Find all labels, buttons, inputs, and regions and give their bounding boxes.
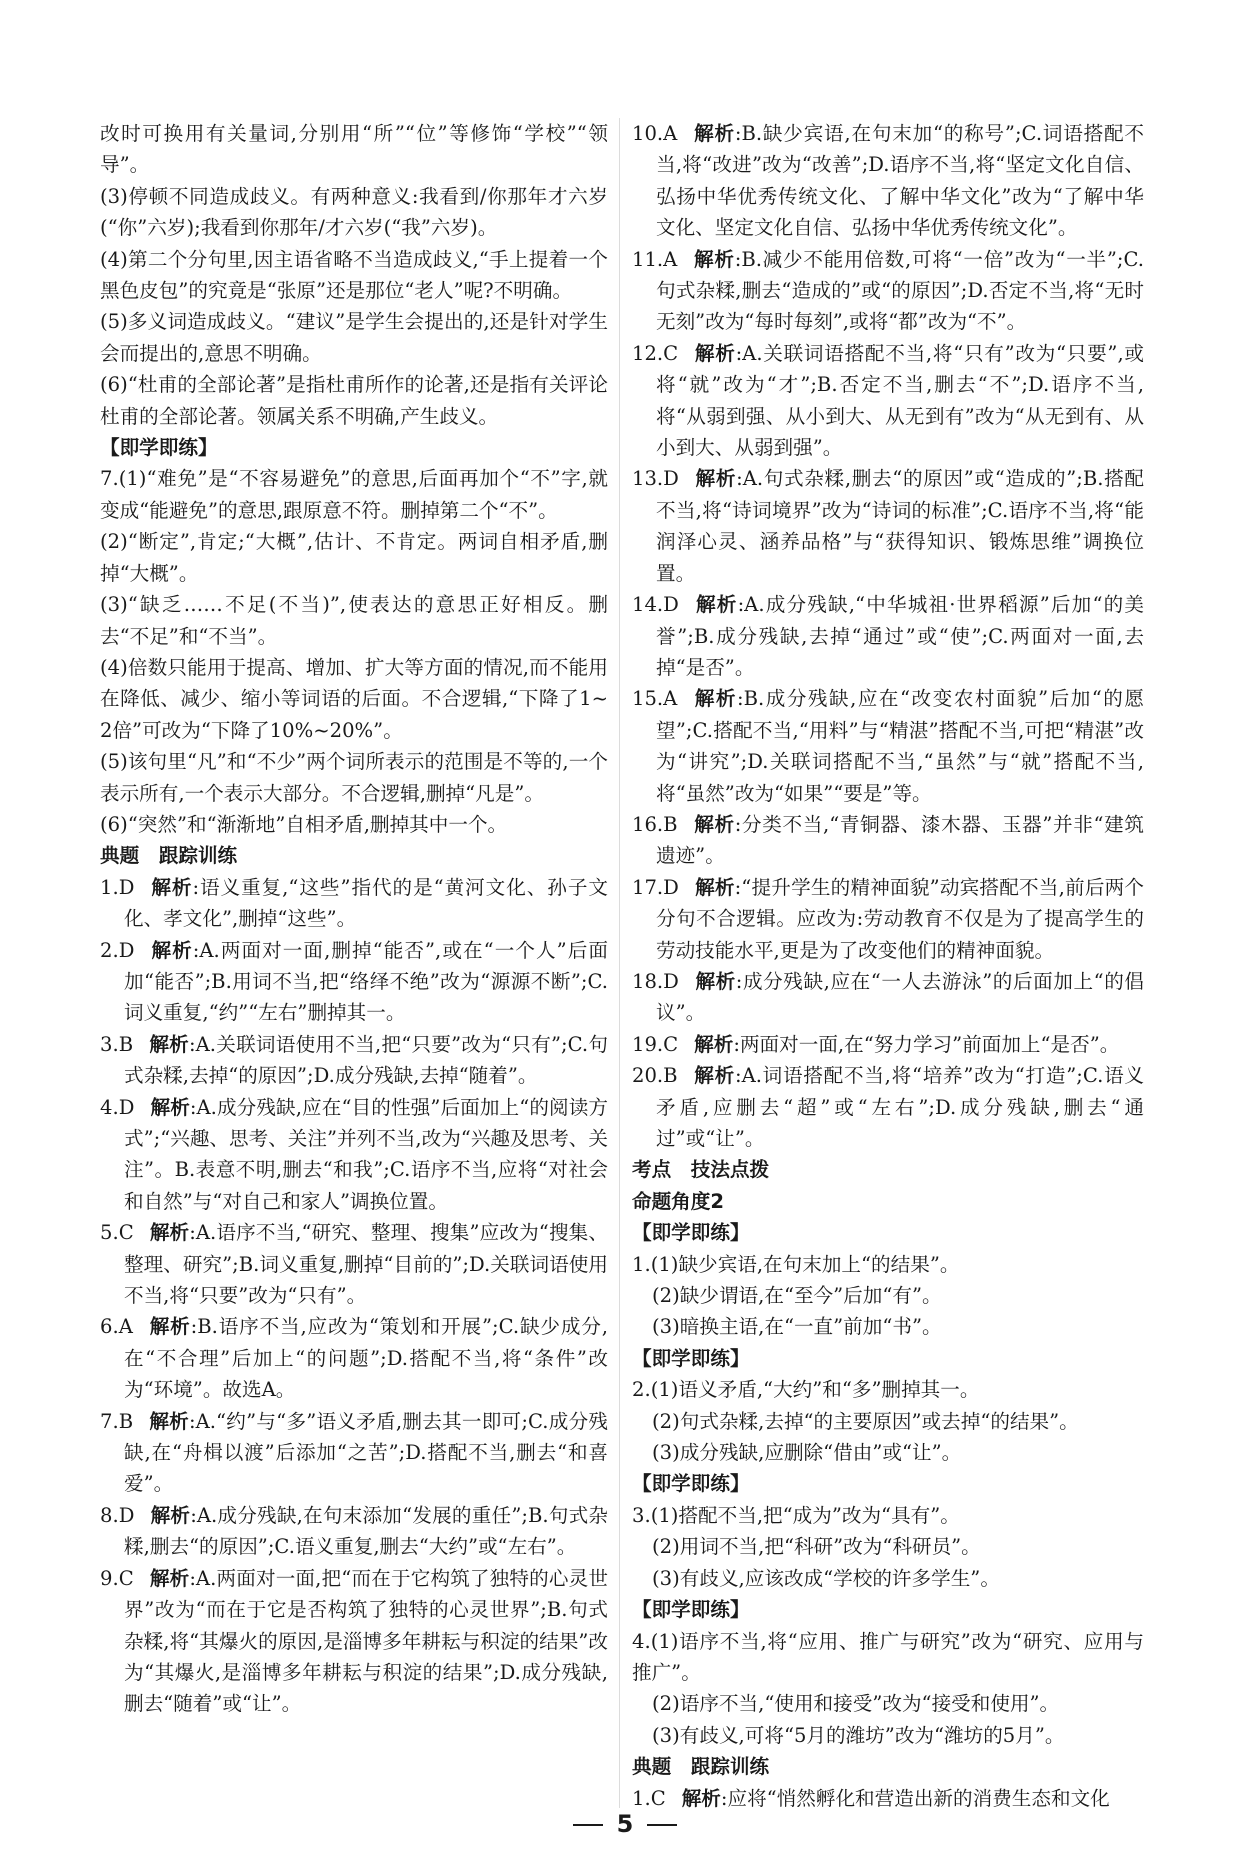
answer-number: 5.C [100, 1221, 134, 1245]
analysis-label: 解析 [693, 1064, 735, 1088]
answer-number: 10.A [632, 122, 678, 145]
answer-item [632, 683, 1144, 809]
sub-answer: (2)语序不当,“使用和接受”改为“接受和使用”。 [652, 1692, 1060, 1716]
section-heading: 【即学即练】 [632, 1472, 750, 1496]
analysis-label: 解析 [694, 1032, 734, 1056]
answer-item [100, 872, 608, 935]
answer-item [632, 118, 1144, 244]
analysis-text: :B.减少不能用倍数,可将“一倍”改为“一半”;C.句式杂糅,删去“造成的”或“的原因”;D.否定不当,将“无时无刻”改为“每时每刻”,或将“都”改为“不”。 [656, 247, 1145, 334]
analysis-text: :成分残缺,应在“一人去游泳”的后面加上“的倡议”。 [656, 969, 1145, 1025]
analysis-text: :A.句式杂糅,删去“的原因”或“造成的”;B.搭配不当,将“诗词境界”改为“诗词的标准”;C.语序不当,将“能润泽心灵、涵养品格”与“获得知识、锻炼思维”调换位置。 [656, 467, 1144, 585]
answer-item [100, 1500, 608, 1563]
answer-number: 17.D [632, 875, 679, 899]
answer-number: 8.D [100, 1503, 135, 1527]
answer-item [100, 1311, 608, 1405]
paragraph: (3)“缺乏……不足(不当)”,使表达的意思正好相反。删去“不足”和“不当”。 [100, 593, 608, 648]
paragraph: 改时可换用有关量词,分别用“所”“位”等修饰“学校”“领导”。 [100, 122, 608, 177]
answer-number: 6.A [100, 1315, 133, 1339]
answer-item [632, 809, 1144, 872]
answer-item [100, 1563, 608, 1720]
analysis-label: 解析 [693, 247, 735, 271]
analysis-label: 解析 [694, 969, 736, 993]
analysis-label: 解析 [150, 938, 193, 962]
answer-item [632, 338, 1144, 464]
answer-number: 12.C [632, 341, 679, 365]
analysis-label: 解析 [693, 122, 735, 145]
sub-answer: (2)缺少谓语,在“至今”后加“有”。 [652, 1284, 942, 1308]
section-heading: 【即学即练】 [632, 1346, 750, 1370]
analysis-text: :A.成分残缺,在句末添加“发展的重任”;B.句式杂糅,删去“的原因”;C.语义重复,删去“大约”或“左右”。 [124, 1503, 608, 1559]
page-number: 5 [616, 1810, 634, 1838]
section-heading: 【即学即练】 [632, 1598, 750, 1622]
answer-item [632, 589, 1144, 683]
analysis-text: :A.两面对一面,把“而在于它构筑了独特的心灵世界”改为“而在于它是否构筑了独特的心灵世界”;B.句式杂糅,将“其爆火的原因,是淄博多年耕耘与积淀的结果”改为“其爆火,是淄博多年耕耘与积淀的结果”;D.成分残缺,删去“随着”或“让”。 [124, 1566, 608, 1716]
answer-number: 9.C [100, 1566, 134, 1590]
analysis-label: 解析 [150, 1095, 190, 1119]
section-heading: 【即学即练】 [632, 1221, 750, 1245]
analysis-text: :B.语序不当,应改为“策划和开展”;C.缺少成分,在“不合理”后加上“的问题”;D.搭配不当,将“条件”改为“环境”。故选A。 [124, 1315, 609, 1402]
answer-number: 3.B [100, 1032, 134, 1056]
answer-number: 1.C [632, 1786, 666, 1810]
paragraph: (6)“杜甫的全部论著”是指杜甫所作的论著,还是指有关评论杜甫的全部论著。领属关系不明确,产生歧义。 [100, 373, 608, 428]
left-column [100, 118, 608, 1720]
answer-item [100, 1406, 608, 1500]
answer-number: 20.B [632, 1064, 678, 1088]
answer-item [100, 935, 608, 1029]
analysis-text: :A.成分残缺,应在“目的性强”后面加上“的阅读方式”;“兴趣、思考、关注”并列不当,改为“兴趣及思考、关注”。B.表意不明,删去“和我”;C.语序不当,应将“对社会和自然”与“对自己和家人”调换位置。 [124, 1095, 608, 1213]
footer-dash-left [573, 1824, 603, 1826]
analysis-text: :B.缺少宾语,在句末加“的称号”;C.词语搭配不当,将“改进”改为“改善”;D.语序不当,将“坚定文化自信、弘扬中华优秀传统文化、了解中华文化”改为“了解中华文化、坚定文化自信、弘扬中华优秀传统文化”。 [656, 122, 1144, 240]
answer-item [100, 1217, 608, 1311]
sub-answer: (2)用词不当,把“科研”改为“科研员”。 [652, 1535, 981, 1559]
answer-item [100, 1029, 608, 1092]
analysis-label: 解析 [149, 1032, 190, 1056]
paragraph: 2.(1)语义矛盾,“大约”和“多”删掉其一。 [632, 1378, 980, 1402]
page-footer [0, 1810, 1250, 1838]
answer-number: 18.D [632, 969, 679, 993]
paragraph: 4.(1)语序不当,将“应用、推广与研究”改为“研究、应用与推广”。 [632, 1629, 1144, 1684]
answer-number: 2.D [100, 938, 135, 962]
sub-answer: (3)有歧义,应该改成“学校的许多学生”。 [652, 1566, 1000, 1590]
analysis-text: :应将“悄然孵化和营造出新的消费生态和文化 [720, 1786, 1110, 1810]
answer-item [632, 872, 1144, 966]
paragraph: (5)多义词造成歧义。“建议”是学生会提出的,还是针对学生会而提出的,意思不明确。 [100, 310, 608, 365]
analysis-text: :B.成分残缺,应在“改变农村面貌”后加“的愿望”;C.搭配不当,“用料”与“精湛”搭配不当,可把“精湛”改为“讲究”;D.关联词搭配不当,“虽然”与“就”搭配不当,将“虽然”改为“如果”“要是”等。 [656, 687, 1144, 805]
analysis-text: :“提升学生的精神面貌”动宾搭配不当,前后两个分句不合逻辑。应改为:劳动教育不仅是为了提高学生的劳动技能水平,更是为了改变他们的精神面貌。 [656, 875, 1144, 962]
analysis-text: :A.关联词语使用不当,把“只要”改为“只有”;C.句式杂糅,去掉“的原因”;D.成分残缺,去掉“随着”。 [124, 1032, 608, 1088]
analysis-text: :A.“约”与“多”语义矛盾,删去其一即可;C.成分残缺,在“舟楫以渡”后添加“之苦”;D.搭配不当,删去“和喜爱”。 [124, 1409, 608, 1496]
analysis-label: 解析 [149, 1566, 190, 1590]
answer-item [632, 1060, 1144, 1154]
answer-item [632, 966, 1144, 1029]
analysis-text: :A.成分残缺,“中华城祖·世界稻源”后加“的美誉”;B.成分残缺,去掉“通过”或“使”;C.两面对一面,去掉“是否”。 [656, 593, 1144, 679]
analysis-text: :两面对一面,在“努力学习”前面加上“是否”。 [733, 1032, 1120, 1056]
sub-answer: (2)句式杂糅,去掉“的主要原因”或去掉“的结果”。 [652, 1409, 1079, 1433]
answer-item [100, 1092, 608, 1218]
analysis-label: 解析 [694, 341, 736, 365]
analysis-label: 解析 [150, 1503, 191, 1527]
analysis-label: 解析 [149, 1409, 190, 1433]
analysis-text: :A.语序不当,“研究、整理、搜集”应改为“搜集、整理、研究”;B.词义重复,删掉“目前的”;D.关联词语使用不当,将“只要”改为“只有”。 [124, 1221, 609, 1308]
analysis-text: :A.两面对一面,删掉“能否”,或在“一个人”后面加“能否”;B.用词不当,把“络绎不绝”改为“源源不断”;C.词义重复,“约”“左右”删掉其一。 [124, 938, 609, 1025]
analysis-label: 解析 [148, 1315, 191, 1339]
answer-number: 19.C [632, 1032, 679, 1056]
analysis-label: 解析 [694, 875, 735, 899]
answer-item [632, 1029, 1144, 1060]
footer-dash-right [647, 1824, 677, 1826]
section-heading: 典题 跟踪训练 [100, 844, 238, 868]
analysis-label: 解析 [694, 467, 737, 491]
answer-number: 13.D [632, 467, 679, 491]
answer-number: 16.B [632, 812, 678, 836]
sub-answer: (3)有歧义,可将“5月的潍坊”改为“潍坊的5月”。 [652, 1723, 1065, 1747]
answer-number: 4.D [100, 1095, 135, 1119]
analysis-label: 解析 [150, 875, 193, 899]
paragraph: (2)“断定”,肯定;“大概”,估计、不肯定。两词自相矛盾,删掉“大概”。 [100, 530, 608, 585]
section-heading: 命题角度2 [632, 1189, 725, 1213]
analysis-label: 解析 [693, 812, 735, 836]
analysis-text: :A.关联词语搭配不当,将“只有”改为“只要”,或将“就”改为“才”;B.否定不当,删去“不”;D.语序不当,将“从弱到强、从小到大、从无到有”改为“从无到有、从小到大、从弱到强”。 [656, 341, 1145, 460]
analysis-label: 解析 [149, 1221, 190, 1245]
paragraph: 7.(1)“难免”是“不容易避免”的意思,后面再加个“不”字,就变成“能避免”的意思,跟原意不符。删掉第二个“不”。 [100, 467, 608, 522]
section-heading: 考点 技法点拨 [632, 1158, 770, 1182]
answer-item [632, 244, 1144, 338]
paragraph: 1.(1)缺少宾语,在句末加上“的结果”。 [632, 1252, 960, 1276]
analysis-text: :分类不当,“青铜器、漆木器、玉器”并非“建筑遗迹”。 [656, 812, 1144, 868]
paragraph: (4)第二个分句里,因主语省略不当造成歧义,“手上提着一个黑色皮包”的究竟是“张原”还是那位“老人”呢?不明确。 [100, 247, 608, 303]
answer-number: 7.B [100, 1409, 134, 1433]
paragraph: (4)倍数只能用于提高、增加、扩大等方面的情况,而不能用在降低、减少、缩小等词语的后面。不合逻辑,“下降了1~2倍”可改为“下降了10%~20%”。 [100, 655, 608, 742]
analysis-label: 解析 [694, 593, 738, 617]
section-heading: 【即学即练】 [100, 436, 218, 460]
sub-answer: (3)成分残缺,应删除“借由”或“让”。 [652, 1441, 962, 1465]
analysis-label: 解析 [693, 687, 737, 711]
column-divider [619, 118, 620, 1808]
right-column [632, 118, 1144, 1814]
analysis-text: :语义重复,“这些”指代的是“黄河文化、孙子文化、孝文化”,删掉“这些”。 [124, 875, 608, 931]
answer-number: 11.A [632, 247, 678, 271]
paragraph: (5)该句里“凡”和“不少”两个词所表示的范围是不等的,一个表示所有,一个表示大部分。不合逻辑,删掉“凡是”。 [100, 750, 608, 805]
section-heading: 典题 跟踪训练 [632, 1755, 770, 1779]
sub-answer: (3)暗换主语,在“一直”前加“书”。 [652, 1315, 942, 1339]
answer-number: 1.D [100, 875, 135, 899]
answer-item [632, 463, 1144, 589]
paragraph: (6)“突然”和“渐渐地”自相矛盾,删掉其中一个。 [100, 812, 508, 836]
paragraph: (3)停顿不同造成歧义。有两种意义:我看到/你那年才六岁(“你”六岁);我看到你那年/才六岁(“我”六岁)。 [100, 184, 608, 240]
answer-number: 15.A [632, 687, 678, 711]
paragraph: 3.(1)搭配不当,把“成为”改为“具有”。 [632, 1503, 960, 1527]
analysis-label: 解析 [681, 1786, 721, 1810]
analysis-text: :A.词语搭配不当,将“培养”改为“打造”;C.语义矛盾,应删去“超”或“左右”;D.成分残缺,删去“通过”或“让”。 [656, 1064, 1145, 1150]
answer-number: 14.D [632, 593, 679, 617]
